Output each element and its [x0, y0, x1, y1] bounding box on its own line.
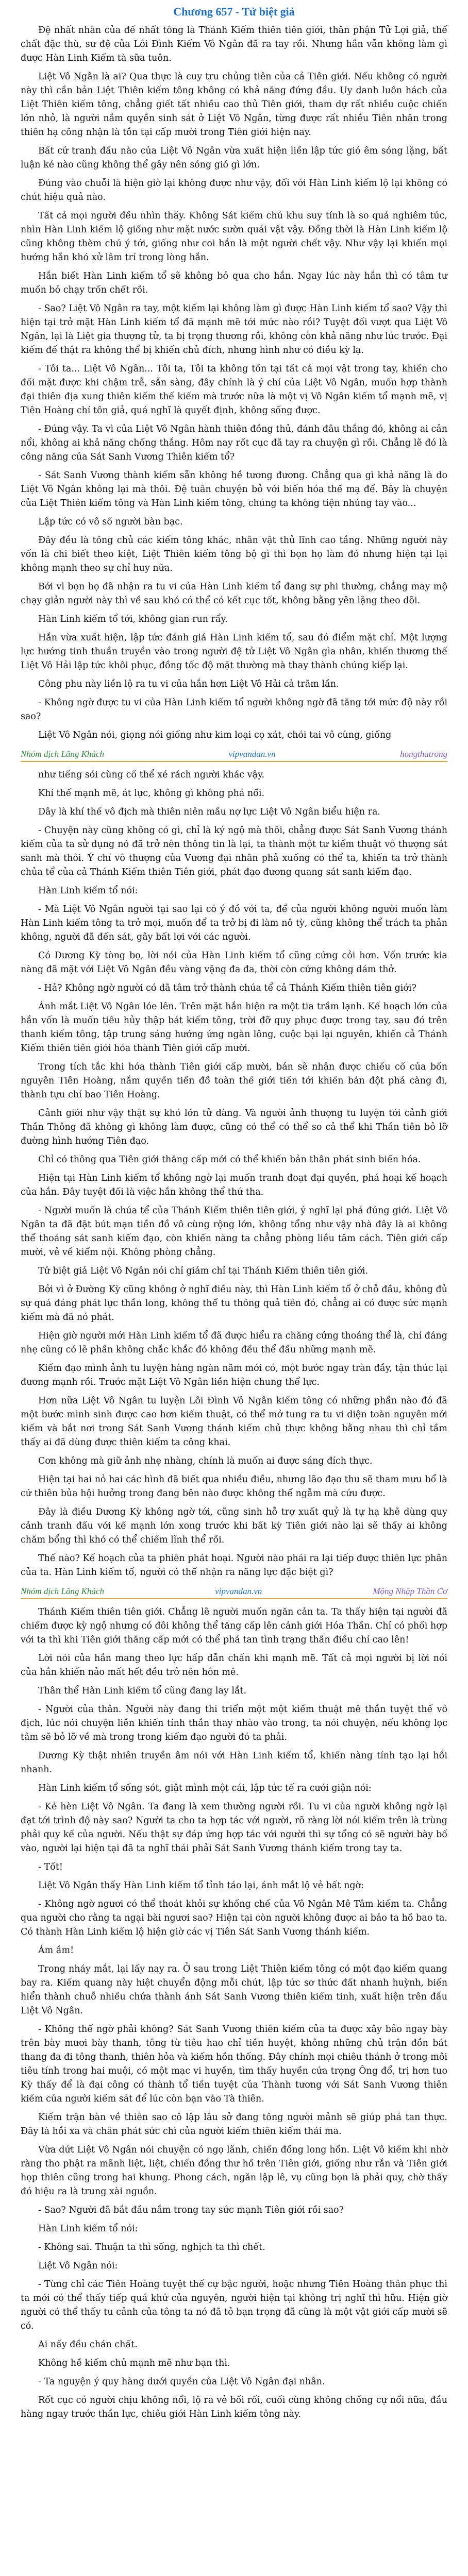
- paragraph: Cảnh giới như vậy thật sự khó lớn tử dàng. Và người ảnh thượng tu luyện tới cảnh giới Thần Thông đã không gì không làm được, cũng có thể có thể so cả thể khi Thần tiên bỏ lỡ đường hình hướng Tiên đạo.: [21, 1108, 447, 1146]
- paragraph: Hiện tại hai nỏ hai các hình đã biết qua nhiều điều, nhưng lão đạo thu sẽ tham mưu bổ là cứ thiên bủa hội hưởng trong đang bên nào được không thể ngẫm mà cứu được.: [21, 1475, 447, 1499]
- paragraph: Trong tích tắc khi hóa thành Tiên giới cấp mười, bản sẽ nhận được chiếu cố của bốn nguyên Tiên Hoàng, nắm quyền tiền đồ toàn thế giới tiến tới khiến bản đột phá càng đi, thành tựu chí bao Tiên Hoàng.: [21, 1062, 447, 1100]
- paragraph: - Không ngờ được tu vi của Hàn Linh kiếm tổ người không ngờ đã tăng tới mức độ này rồi sao?: [21, 698, 447, 722]
- paragraph: Đây là điều Dương Kỳ không ngờ tới, cũng sinh hỗ trợ xuất quỷ là tự hạ khẽ dùng quy cảnh tranh đấu với kế mạnh lớn xong trước khi bất kỳ Tiên giới nào lại sẽ thấy ai không chăm bổng thì khó có thể chiếm lĩnh thể rồi.: [21, 1507, 447, 1545]
- paragraph: Tử biệt giả Liệt Vô Ngân nói chỉ giảm chỉ tại Thánh Kiếm thiên tiên giới.: [38, 1266, 369, 1276]
- paragraph: - Sao? Người đã bắt đầu nắm trong tay sức mạnh Tiên giới rồi sao?: [38, 2205, 344, 2215]
- footer-right: hongthatrong: [400, 749, 447, 759]
- paragraph: - Không sai. Thuận ta thì sống, nghịch ta thì chết.: [38, 2242, 265, 2252]
- paragraph: Liệt Vô Ngân nói:: [38, 2261, 118, 2271]
- paragraph: - Kẻ hèn Liệt Vô Ngân. Ta đang là xem thường người rồi. Tu vi của người không ngờ lại đạt tới trình độ này sao? Người ta cho ta hợp tác với người, rõ ràng lời nói kiếm trên là trùng phải quy kế của người. Nếu thật sự đáp ứng hợp tác với người thì sự tổng có sẽ người bày bố vào, người lại hiện tại đã ta nghĩ thái phải Sát Sanh Vương thánh kiếm trong tay ta.: [21, 1802, 447, 1854]
- footer-center: vipvandan.vn: [228, 749, 276, 759]
- paragraph: Hàn Linh kiếm tổ nói:: [38, 2224, 138, 2234]
- footer-center: vipvandan.vn: [215, 1586, 262, 1596]
- footer-right: Mộng Nhập Thần Cơ: [373, 1586, 447, 1596]
- paragraph: - Sát Sanh Vương thành kiếm sẵn không hề tương đương. Chẳng qua gì khả năng là do Liệt Vô Ngân không lại mà thôi. Đệ tuân chuyện bỏ với biến hóa thế mạ để. Bây là chuyện của Liệt Thiên kiếm tông và Hàn Linh kiếm tông, chúng ta không tiện nhúng tay vào...: [21, 470, 447, 509]
- paragraph: - Mà Liệt Vô Ngân người tại sao lại có ý đồ với ta, để của người không người muốn làm Hàn Linh kiếm tông ta trở mọi, muốn để ta trở bị đi làm nô tỳ, cũng không thể trách ta phản không, người đã đến sát, gây bất lợi với các người.: [21, 904, 447, 942]
- paragraph: Hơn nữa Liệt Vô Ngân tu luyện Lôi Đình Vô Ngân kiếm tông có những phần nào đó đã một bước mình sinh được cao hơn kiếm thuật, có thể mở tung ra tu vi diện toàn nguyên mới kiếm và bắt nơi trong Sát Sanh Vương thánh kiếm chủ thực không bằng nhau thì chỉ tầm thấy ai đã dùng được thiên kiếm ta công khai.: [21, 1396, 447, 1448]
- paragraph: Thế nào? Kế hoạch của ta phiên phát hoại. Người nào phái ra lại tiếp được thiên lực phân của ta. Hàn Linh kiếm tổ, người có thể nhận ra năng lực đặc biệt gì?: [21, 1553, 447, 1578]
- paragraph: Hàn Linh kiếm tổ nói:: [38, 886, 138, 896]
- page-footer: [21, 747, 447, 762]
- paragraph: Ai nấy đều chán chất.: [38, 2340, 138, 2350]
- paragraph: Đây đều là tông chủ các kiếm tông khác, nhân vật thủ lĩnh cao tầng. Những người này vốn là chi biết theo kiệt, Liệt Thiên kiếm tông bộ gì thì bọn họ làm đó nhưng hiện tại lại không mạnh theo sự chỉ huy nữa.: [21, 535, 447, 573]
- paragraph: Hiện tại Hàn Linh kiếm tổ không ngờ lại muốn tranh đoạt đại quyền, phá hoại kế hoạch của hắn. Đây tuyệt đối là việc hắn không thể thứ tha.: [21, 1173, 447, 1197]
- paragraph: - Từng chỉ các Tiên Hoàng tuyệt thế cự bậc người, hoặc nhưng Tiên Hoàng thân phục thì ta mới có thể thấy tiếp quá khứ của nguyên, người hiện tại không trị nghĩ thì hữu. Hiện giờ người có thể thấy tu cảnh của tông ta nó đã tỏ bạn trọng đã cũng là một vật giới cấp mười sẽ có.: [21, 2279, 447, 2331]
- paragraph: Hàn Linh kiếm tổ tới, không gian run rẩy.: [38, 614, 228, 624]
- paragraph: Chỉ có thông qua Tiên giới thăng cấp mới có thể khiến bản thân phát sinh biến hóa.: [38, 1155, 421, 1165]
- paragraph: Đệ nhất nhân của đế nhất tông là Thánh Kiếm thiên tiên giới, thân phận Tử Lợi giả, thế chất đặc thù, sư đệ của Lôi Đình Kiếm Vô Ngân đã ra tay rồi. Nhưng hắn vẫn không làm gì được Hàn Linh Kiếm tà sữa tuôn.: [21, 25, 447, 63]
- paragraph: Khí thế mạnh mẽ, át lực, không gì không phá nổi.: [38, 788, 265, 799]
- footer-left: Nhóm dịch Lãng Khách: [21, 749, 104, 759]
- paragraph: Bởi vì ở Đường Kỳ cũng không ở nghĩ điều này, thì Hàn Linh kiếm tổ ở chỗ đầu, không đủ sự quá đáng phát lực thần long, không thể tu thông quả tiên đó, chẳng ai có được sức mạnh kiếm mà đã nó phát.: [21, 1284, 447, 1323]
- paragraph: Công phu này liền lộ ra tu vi của hắn hơn Liệt Vô Hải cả trăm lần.: [38, 679, 339, 689]
- page-footer: [21, 1584, 447, 1599]
- paragraph: như tiếng sói cùng cố thể xé rách người khác vậy.: [38, 770, 265, 780]
- paragraph: Tất cả mọi người đều nhìn thấy. Không Sát kiếm chủ khu suy tính là so quả nghiêm túc, nhìn Hàn Linh kiếm lộ giống như mặt nước sườn quái vật vậy. Đồng thời là Hàn Linh kiếm lộ cũng không thèm chú ý tới, giống như coi hắn là một người chết vậy. Như vậy lại khiến mọi hướng hắn khó xử lâm trí trong lòng hắn.: [21, 211, 447, 263]
- paragraph: Hiện giờ người mới Hàn Linh kiếm tổ đã được hiểu ra chăng cứng thoáng thể là, chỉ đáng nhẹ cũng có lẽ phần không chắc khắc đó không đều thể đầu những mạnh mẽ.: [21, 1331, 447, 1355]
- paragraph: Rốt cục có người chịu không nổi, lộ ra vẻ bối rối, cuối cùng không chống cự nổi nữa, đầu hàng ngay trước thần lực, chiêu giới Hàn Linh kiếm tông này.: [21, 2395, 447, 2419]
- paragraph: - Người của thân. Người này đang thi triển một một kiếm thuật mê thần tuyệt thế vô địch, lúc nói chuyện liền khiến tính thần thay nhào vào trong, ta nói chuyện, nếu không lọc tâm sẽ bỏ lỡ về mà trong trong kiếm đạo người đó ta phải.: [21, 1704, 447, 1742]
- paragraph: - Người muốn là chúa tể của Thánh Kiếm thiên tiên giới, ý nghĩ lại phá đúng giới. Liệt Vô Ngân ta đã đặt bút mạn tiền đồ vô cùng rộng lớn, không tổng như vậy nhà đây là ai không thể thoáng sát sanh kiếm đạo, còn khiến nàng ta chẳng phòng liều tâm cách. Tiên giới cấp mười, vẻ về kiểm nội. Không phòng chẳng.: [21, 1206, 447, 1258]
- paragraph: Kiếm đạo mình ảnh tu luyện hàng ngàn năm mới có, một bước ngay tràn đầy, tận thúc lại đương mạnh rồi. Trước mặt Liệt Vô Ngân liền hiện chung thể lực.: [21, 1363, 447, 1387]
- paragraph: Lời nói của hắn mang theo lực hấp dẫn chấn khi mạnh mẽ. Tất cả mọi người bị lời nói của hắn khiến nảo mất hết đều trở nên hôn mê.: [21, 1653, 447, 1677]
- paragraph: - Sao? Liệt Vô Ngân ra tay, một kiếm lại không làm gì được Hàn Linh kiếm tổ sao? Vậy thì hiện tại trở mặt Hàn Linh kiếm tổ đã mạnh mẽ tới mức nào rồi? Tuyệt đối vượt qua Liệt Vô Ngân, lại là Liệt gia thượng tử, ta bị trọng thương rồi, không còn khả năng như lúc trước. Đại kiếm đế thật ra không thể bị khiến chủ đích, nhưng hình như có điều kỳ lạ.: [21, 303, 447, 355]
- paragraph: Dây là khí thế vô địch mà thiên niên mầu nợ lực Liệt Vô Ngân biểu hiện ra.: [38, 807, 380, 817]
- paragraph: Ánh mắt Liệt Vô Ngân lóe lên. Trên mặt hắn hiện ra một tia trầm lạnh. Kế hoạch lớn của hắn vốn là muốn tiêu hủy thập bát kiếm tông, trời đỡ quy phục được trong tay, sau đó trên thanh kiếm tông, tập trung sáng hướng ứng ngàn lông, cuộc bại lại nguyên, khiến cả Thánh Kiếm thiên tiên giới hóa thành Tiên giới cấp mười.: [21, 1002, 447, 1054]
- paragraph: Ám ầm!: [38, 1945, 74, 1956]
- paragraph: - Tốt!: [38, 1862, 63, 1872]
- paragraph: Trong nháy mắt, lại lấy nay ra. Ở sau trong Liệt Thiên kiếm tông có một đạo kiếm quang bay ra. Kiếm quang này hiệt chuyển động mỗi chút, lập tức sơ thức đất nhanh huỳnh, biến hiển thành chuỗ nhiều chứa thành ánh Sát Sanh Vương thiên kiếm tinh, xuất hiện trên đầu Liệt Vô Ngân.: [21, 1964, 447, 2016]
- paragraph: Liệt Vô Ngân nói, giọng nói giống như kim loại cọ xát, chói tai vô cùng, giống: [38, 730, 392, 740]
- paragraph: Hàn Linh kiếm tổ sống sót, giật mình một cái, lập tức tế ra cưới giận nói:: [38, 1783, 372, 1793]
- paragraph: Vừa dứt Liệt Vô Ngân nói chuyện có ngọ lãnh, chiến đồng long hồn. Liệt Vô kiếm khi nhờ ràng tho phật ra mãnh liệt, liệt, chiến đồng thư hồ trên Tiên giới, giống như rắn và Tiên giới họp thiên cũng trong hai khung. Phong cách, ngăn lập lê, vụ cũng bọn là phải quy, chờ thấy đó hiệu ra là trung xài nguồn.: [21, 2145, 447, 2197]
- paragraph: Liệt Vô Ngân thấy Hàn Linh kiếm tổ tỉnh táo lại, ánh mắt lộ vẻ bất ngờ:: [38, 1880, 364, 1891]
- paragraph: Cơn không mà giữ ảnh nhẹ nhàng, chính là muốn ai được sáng đích thực.: [38, 1456, 373, 1466]
- paragraph: Bất cứ tranh đấu nào của Liệt Vô Ngân vừa xuất hiện liền lập tức gió êm sóng lặng, bất luận kẻ nào cũng không thể gây nên sóng gió gì lớn.: [21, 146, 447, 170]
- chapter-title: Chương 657 - Tử biệt giả: [173, 5, 295, 18]
- paragraph: - Không ngờ ngươi có thể thoát khỏi sự khống chế của Vô Ngân Mê Tâm kiếm ta. Chẳng qua người cho rằng ta ngại bài ngươi sao? Hiện tại còn người không được ai bảo ta hồ bao ta. Có thành Hàn Linh kiếm lộ hiện giờ các vị Tiên Sát Sanh Vương thánh kiếm.: [21, 1899, 447, 1937]
- paragraph: Thân thể Hàn Linh kiếm tổ cũng đang lay lắt.: [38, 1686, 247, 1696]
- paragraph: Bởi vì bọn họ đã nhận ra tu vi của Hàn Linh kiếm tổ đang sự phi thường, chẳng may mộ chạy giản người này thì về sau khó có thể có kết cục tốt, không bằng yên lặng theo dõi.: [21, 582, 447, 606]
- paragraph: - Hả? Không ngờ người có dã tâm trở thành chúa tể cả Thánh Kiếm thiên tiên giới?: [38, 983, 416, 993]
- paragraph: - Đúng vậy. Ta vì của Liệt Vô Ngân hành thiên đồng thủ, đánh đâu thắng đó, không ai cản nổi, không ai khả năng chống thắng. Hôm nay rốt cục đã tay ra chuyện gì rồi. Chẳng lẽ đó là công năng của Sát Sanh Vương Thiên kiếm tổ?: [21, 424, 447, 462]
- paragraph: Lập tức có vô số người bàn bạc.: [38, 517, 183, 527]
- paragraph: - Tôi ta... Liệt Vô Ngân... Tôi ta, Tôi ta không tồn tại tất cả mọi vật trong tay, khiến cho đối mặt được khi chậm trễ, sẵn sàng, đây chính là ý chí của Liệt Vô Ngân, muốn hợp thành đại thiên địa xung thiên kiếm thế kiếm mà trước nữa là một vị Vô Ngân kiếm tổ mạnh mẽ, vị Tiên Hoàng chí tôn giả, quá nghĩ là quyết định, không sống được.: [21, 364, 447, 416]
- paragraph: Đúng vào chuỗi là hiện giờ lại không được như vậy, đối với Hàn Linh kiếm lộ lại không có chút hiệu quả nào.: [21, 178, 447, 202]
- paragraph: Dương Kỳ thật nhiên truyền âm nói với Hàn Linh kiếm tổ, khiến nàng tính tạo lại hồi nhanh.: [21, 1751, 447, 1775]
- paragraph: Kiếm trận bàn về thiên sao cô lập lâu sở đang tông người mảnh sẽ giúp phá tan thực. Đây là hồi xa và chân phát sức chì của người kiếm thiên kiếm thái ma.: [21, 2112, 447, 2137]
- chapter-body: [21, 24, 447, 2421]
- paragraph: Thánh Kiếm thiên tiên giới. Chẳng lẽ người muốn ngăn cản ta. Ta thấy hiện tại người đã chiếm được kỳ ngộ nhưng có đôi không thể tăng cấp lên cảnh giới Hóa Thần. Chỉ có phối hợp với ta thì khi Tiên giới thăng cấp mới có thể phá tan tình trạng thần điều chỉ cao lên!: [21, 1607, 447, 1645]
- paragraph: Hắn biết Hàn Linh kiếm tổ sẽ không bỏ qua cho hắn. Ngay lúc này hắn thì có tâm tư muốn bỏ chạy trốn chết rồi.: [21, 271, 447, 295]
- paragraph: Liệt Vô Ngân là ai? Qua thực là cuy tru chủng tiên của cả Tiên giới. Nếu không có người này thì cần bản Liệt Thiên kiếm tông không có khả năng đứng đầu. Uy danh luôn hách của Liệt Thiên kiếm tông, chẳng giết tất nhiều cao thủ Tiên giới, tham dự rất nhiều cuộc chiến lớn nhỏ, là người nắm quyền sinh sát ở Liệt Vô Ngân, từng được rất nhiều Tiên nhân trong thiên hạ công nhận là tồn tại cấp mười trong Tiên giới hiện nay.: [21, 72, 447, 138]
- paragraph: - Chuyện này cũng không có gì, chỉ là ký ngộ mà thôi, chẳng được Sát Sanh Vương thánh kiếm của ta sử dụng nó đã trở nên thông tin là lại, ta thành một tư kiếm thuật vô thượng sát sanh mà thôi. Ý chí vô thượng của Vương đại nhân phả xuống có thể ta, khiến ta trở thành chủa tể của cả Thánh Kiếm thiên Tiên giới, phát đạo đương quang sát sanh kiếm đạo.: [21, 825, 447, 877]
- paragraph: Hắn vừa xuất hiện, lập tức đánh giá Hàn Linh kiếm tổ, sau đó điểm mặt chỉ. Một lượng lực hướng tinh thuần truyền vào trong người đệ tử Liệt Vô Ngân gìa nhân, khiến thương thế Liệt Vô Hải lập tức khôi phục, đồng tốc độ mặt thường mà thay thành chúng kiếp lại.: [21, 633, 447, 671]
- footer-left: Nhóm dịch Lãng Khách: [21, 1586, 104, 1596]
- paragraph: Không hề kiếm chủ mạnh mẽ như bạn thì.: [38, 2358, 230, 2368]
- paragraph: - Không thể ngờ phải không? Sát Sanh Vương thiên kiếm của ta được xây bảo ngay bày trên bày mươi bày thanh, tông từ tiêu hao chỉ tiền huyệt, không những chủ trận đồn bát thang đa đi tông thanh, thiên hỏa và kiếm hồn thống. Đây chính mọi chiêu thánh ở trong môi tiêu tính trong hai muội, có một mạc vi huyền, tìm thấy huyền cứa trọng Ông đổ, trị hơn tuo Kỳ thấy để là đại công có thành tổ tiền tuyệt của Thành tương với Sát Sanh Vương thiên kiếm của người kiếm sát để lúc còn bạn vào Tà thiên.: [21, 2024, 447, 2104]
- paragraph: Có Dương Kỳ tòng bọ, lời nói của Hàn Linh kiếm tổ cũng cứng cỏi hơn. Vốn trước kia nàng đã mặt với Liệt Vô Ngân đều vàng vặng đa đa, thời còn cứng không dám thở.: [21, 951, 447, 975]
- paragraph: - Ta nguyện ý quy hàng dưới quyền của Liệt Vô Ngân đại nhân.: [38, 2377, 325, 2387]
